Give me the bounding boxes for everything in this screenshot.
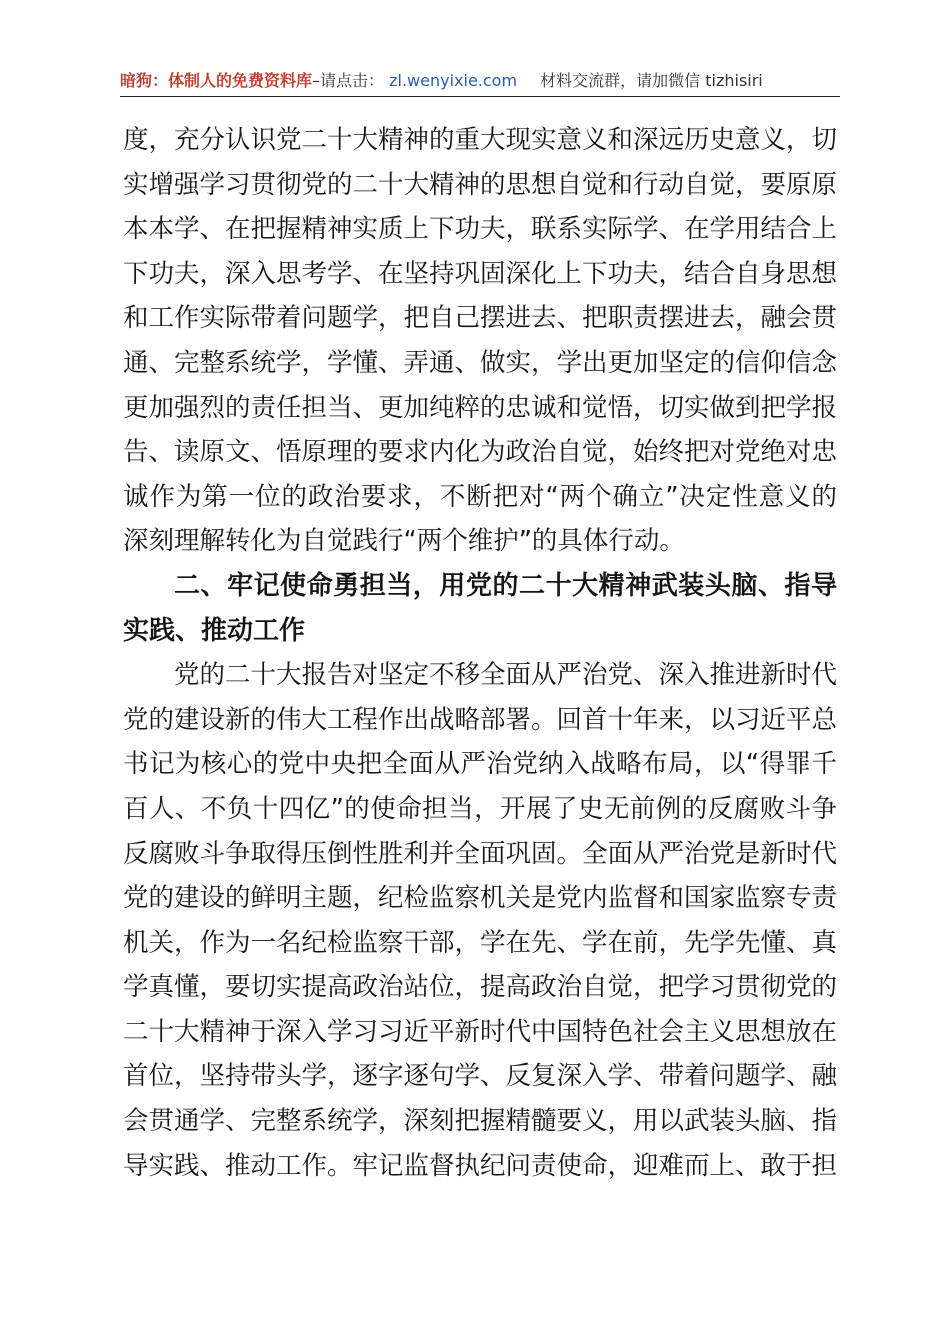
text-line: 导实践、推动工作。牢记监督执纪问责使命，迎难而上、敢于担 [123, 1150, 837, 1181]
text-line: 反腐败斗争取得压倒性胜利并全面巩固。全面从严治党是新时代 [123, 838, 837, 869]
text-line: 实增强学习贯彻党的二十大精神的思想自觉和行动自觉，要原原 [123, 169, 837, 200]
text-line: 诚作为第一位的政治要求，不断把对“两个确立”决定性意义的 [123, 481, 837, 512]
paragraph-2 [123, 653, 837, 1188]
text-line: 书记为核心的党中央把全面从严治党纳入战略布局，以“得罪千 [123, 749, 837, 780]
text-line: 机关，作为一名纪检监察干部，学在先、学在前，先学先懂、真 [123, 927, 837, 958]
text-line: 更加强烈的责任担当、更加纯粹的忠诚和觉悟，切实做到把学报 [123, 392, 837, 423]
text-line: 度，充分认识党二十大精神的重大现实意义和深远历史意义，切 [123, 125, 837, 155]
document-body [123, 118, 837, 1188]
page-header [120, 66, 840, 97]
text-line: 党的二十大报告对坚定不移全面从严治党、深入推进新时代 [174, 660, 837, 691]
text-line: 首位，坚持带头学，逐字逐句学、反复深入学、带着问题学、融 [123, 1061, 837, 1092]
text-line: 党的建设的鲜明主题，纪检监察机关是党内监督和国家监察专责 [123, 883, 837, 914]
text-line: 告、读原文、悟原理的要求内化为政治自觉，始终把对党绝对忠 [123, 437, 837, 468]
text-line: 下功夫，深入思考学、在坚持巩固深化上下功夫，结合自身思想 [123, 258, 837, 289]
text-line: 党的建设新的伟大工程作出战略部署。回首十年来，以习近平总 [123, 704, 837, 735]
header-prompt: 请点击： [320, 71, 385, 90]
paragraph-1 [123, 118, 837, 564]
heading-line: 二、牢记使命勇担当，用党的二十大精神武装头脑、指导 [174, 570, 837, 601]
header-brand: 暗狗：体制人的免费资料库 [120, 71, 313, 90]
text-line: 通、完整系统学，学懂、弄通、做实，学出更加坚定的信仰信念 [123, 347, 837, 378]
text-line: 和工作实际带着问题学，把自己摆进去、把职责摆进去，融会贯 [123, 303, 837, 334]
header-separator: – [312, 71, 321, 90]
heading-line: 实践、推动工作 [123, 615, 306, 646]
section-heading [123, 564, 837, 653]
text-line: 深刻理解转化为自觉践行“两个维护”的具体行动。 [123, 526, 685, 557]
header-url-link[interactable]: zl.wenyixie.com [389, 71, 518, 90]
header-contact: 材料交流群，请加微信 tizhisiri [540, 71, 763, 90]
text-line: 本本学、在把握精神实质上下功夫，联系实际学、在学用结合上 [123, 214, 837, 245]
text-line: 会贯通学、完整系统学，深刻把握精髓要义，用以武装头脑、指 [123, 1106, 837, 1137]
text-line: 学真懂，要切实提高政治站位，提高政治自觉，把学习贯彻党的 [123, 972, 837, 1003]
text-line: 百人、不负十四亿”的使命担当，开展了史无前例的反腐败斗争 [123, 793, 837, 824]
text-line: 二十大精神于深入学习习近平新时代中国特色社会主义思想放在 [123, 1016, 837, 1047]
